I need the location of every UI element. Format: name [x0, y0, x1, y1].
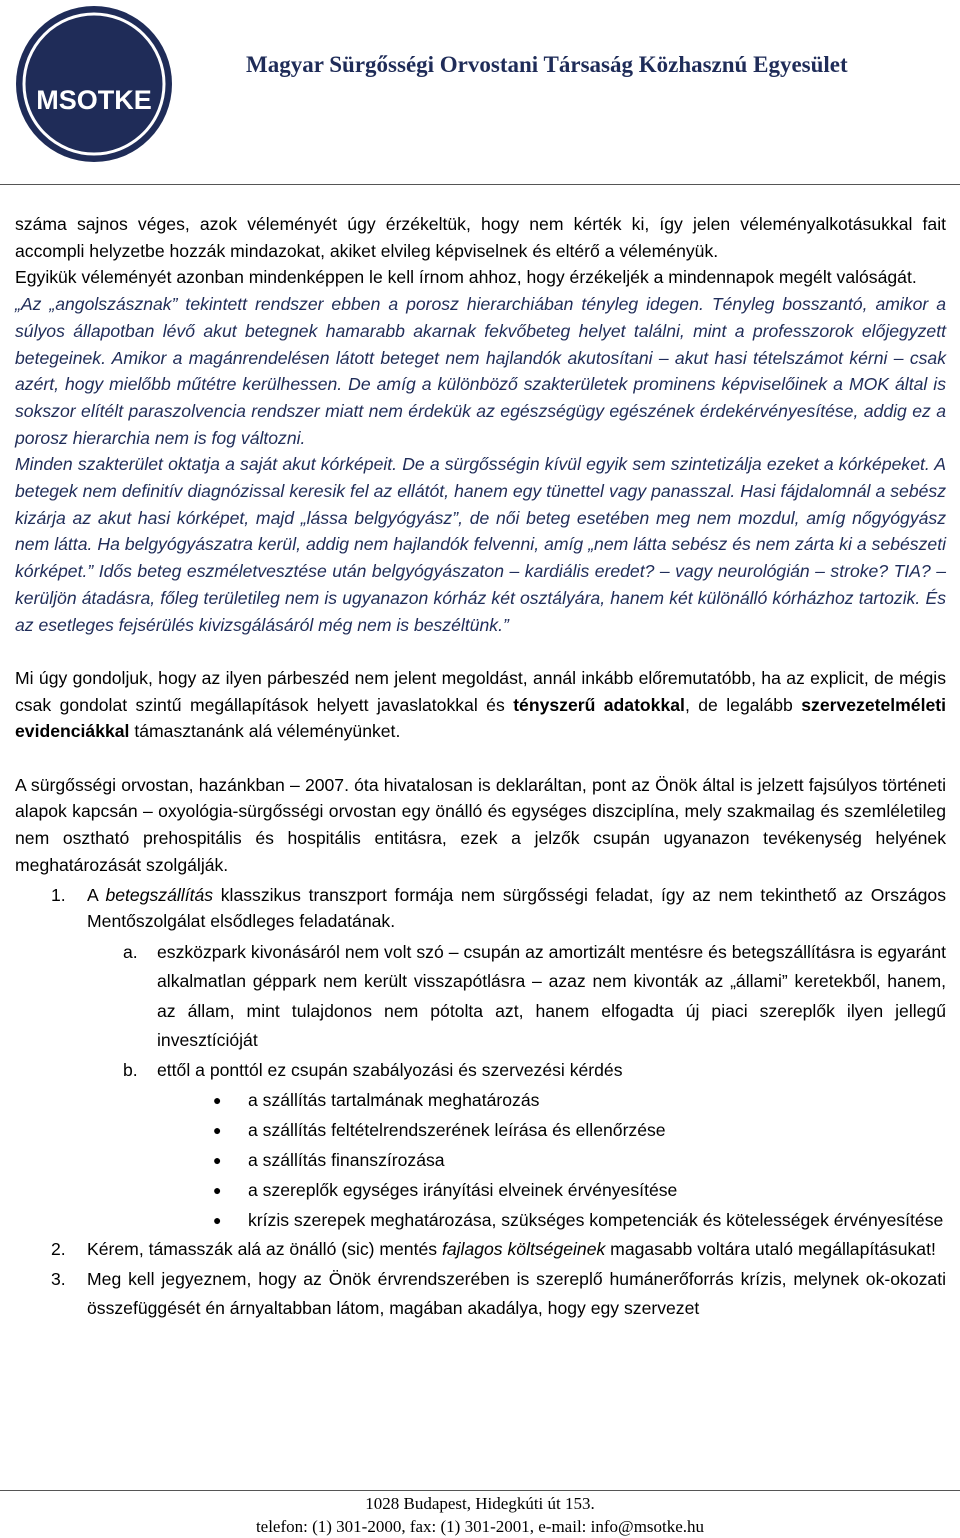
header-divider [0, 184, 960, 185]
footer-contact: telefon: (1) 301-2000, fax: (1) 301-2001, e-mail: info@msotke.hu [255, 1517, 705, 1536]
page-header [0, 0, 960, 186]
bullet-icon: ● [213, 1212, 222, 1229]
bullet-icon: ● [213, 1092, 222, 1109]
paragraph-1: száma sajnos véges, azok véleményét úgy érzékeltük, hogy nem kérték ki, így jelen véleményalkotásukkal fait accompli helyzetbe hozzák mindazokat, akiket elvileg képviselnek és eltérő a véleményük. [15, 214, 946, 261]
list-marker: 3. [51, 1268, 66, 1289]
msotke-logo [15, 5, 173, 163]
bullet-icon: ● [213, 1152, 222, 1169]
paragraph-proposal: Mi úgy gondoljuk, hogy az ilyen párbeszéd nem jelent megoldást, annál inkább előremutatóbb, ha az explicit, de mégis csak gondolat szintű megállapítások helyett javaslatokkal és tényszerű adatokkal, de legalább szervezetelméleti evidenciákkal támasztanánk alá véleményünket. [15, 667, 946, 742]
list-item-1: 1. A betegszállítás klasszikus transzport formája nem sürgősségi feladat, így az nem tekinthető az Országos Mentőszolgálat elsődleges feladatának. [15, 882, 946, 935]
letter-body [15, 211, 946, 1324]
footer-address: 1028 Budapest, Hidegkúti út 153. [365, 1494, 595, 1513]
paragraph-discipline: A sürgősségi orvostan, hazánkban – 2007. óta hivatalosan is deklaráltan, pont az Önök által is jelzett fajsúlyos történeti alapok kapcsán – oxyológia-sürgősségi orvostan egy önálló és egységes diszciplína, mely szakmailag és szemléletileg nem osztható prehospitális és hospitális entitásra, ezek a jelzők csupán ugyanazon tevékenység helyének meghatározását szolgálják. [15, 774, 946, 875]
quote-paragraph-2: Minden szakterület oktatja a saját akut kórképeit. De a sürgősségin kívül egyik sem szintetizálja ezeket a kórképeket. A betegek nem definitív diagnózissal keresik fel az ellátót, hanem egy tünettel vagy panasszal. Hasi fájdalomnál a sebész kizárja az akut hasi kórképet, majd „lássa belgyógyász”, de női beteg esetében meg nem mozdul, amíg nőgyógyász nem látta. Ha belgyógyászatra kerül, addig nem hajlandók felvenni, amíg „nem látta sebész és nem zárta ki a sebészeti kórképet.” Idős beteg eszméletvesztése után belgyógyászaton – kardiális eredet? – vagy neurológián – stroke? TIA? – kerüljön átadásra, főleg területileg nem is ugyanazon kórház két osztályára, hanem két különálló kórházhoz tartozik. És az esetleges fejsérülés kivizsgálásáról még nem is beszéltünk.” [15, 454, 946, 635]
list-item-1a: a. eszközpark kivonásáról nem volt szó – csupán az amortizált mentésre és betegszállításra is egyaránt alkalmatlan géppark nem került visszapótlásra – azaz nem kivonták az „állami” keretekből, hanem, az állam, mint tulajdonos nem pótolta azt, hanem elfogadta új piaci szereplők ilyen jellegű invesztícióját [15, 938, 946, 1056]
logo-text: MSOTKE [36, 85, 152, 115]
list-item-3: 3. Meg kell jegyeznem, hogy az Önök érvrendszerében is szereplő humánerőforrás krízis, melynek ok-okozati összefüggését én árnyaltabban látom, magában akadálya, hogy egy szervezet [15, 1265, 946, 1324]
bullet-icon: ● [213, 1182, 222, 1199]
list-marker: b. [123, 1059, 138, 1080]
list-item-2: 2. Kérem, támasszák alá az önálló (sic) mentés fajlagos költségeinek magasabb voltára utaló megállapításukat! [15, 1235, 946, 1265]
list-marker: 1. [51, 884, 66, 905]
list-marker: a. [123, 941, 138, 962]
footer-divider [0, 1490, 960, 1491]
list-item-1b: b. ettől a ponttól ez csupán szabályozási és szervezési kérdés [15, 1056, 946, 1086]
paragraph-2: Egyikük véleményét azonban mindenképpen le kell írnom ahhoz, hogy érzékeljék a mindennapok megélt valóságát. [15, 267, 917, 288]
list-item-bullet: ● a szállítás finanszírozása [15, 1145, 946, 1175]
list-item-bullet: ● a szállítás feltételrendszerének leírása és ellenőrzése [15, 1115, 946, 1145]
list-item-bullet: ● a szereplők egységes irányítási elveinek érvényesítése [15, 1175, 946, 1205]
bullet-icon: ● [213, 1122, 222, 1139]
quote-paragraph-1: „Az „angolszásznak” tekintett rendszer ebben a porosz hierarchiában tényleg idegen. Tényleg bosszantó, amikor a súlyos állapotban lévő akut betegnek hamarabb akarnak fekvőbeteg helyet találni, mint a professzorok előjegyzett betegeinek. Amikor a magánrendelésen látott beteget nem hajlandók akutosítani – akut hasi tételszámot kérni – csak azért, hogy mielőbb műtétre kerülhessen. De amíg a különböző szakterületek prominens képviselőinek a MOK által is sokszor elítélt paraszolvencia rendszer miatt nem érdekük az egészségügy egészének érdekérvényesítése, addig ez a porosz hierarchia nem is fog változni. [15, 294, 946, 448]
page-footer [0, 1492, 960, 1538]
list-item-bullet: ● krízis szerepek meghatározása, szükséges kompetenciák és kötelességek érvényesítése [15, 1205, 946, 1235]
organization-name: Magyar Sürgősségi Orvostani Társaság Közhasznú Egyesület [246, 52, 848, 77]
list-item-bullet: ● a szállítás tartalmának meghatározás [15, 1085, 946, 1115]
list-marker: 2. [51, 1239, 66, 1260]
